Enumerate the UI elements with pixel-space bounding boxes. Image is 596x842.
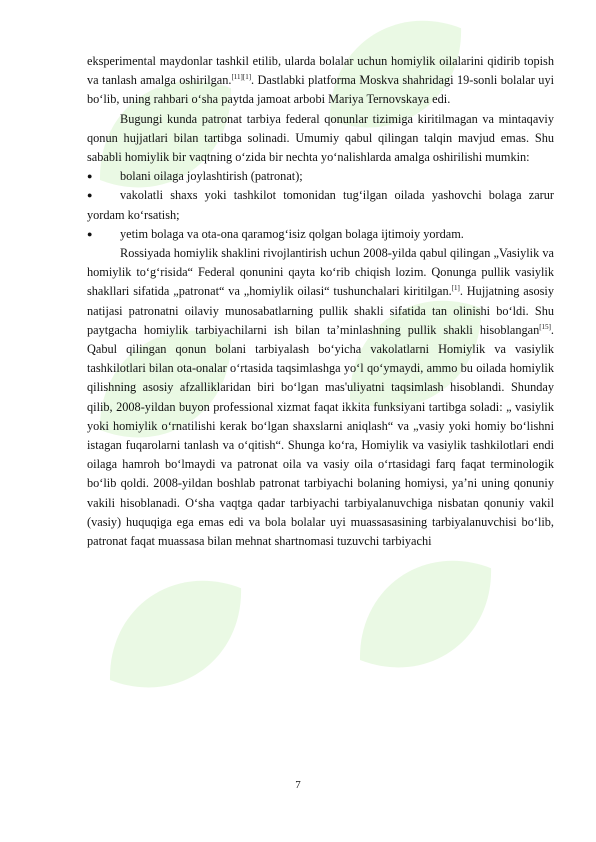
paragraph-1-tail: . Dastlabki platforma Moskva shahridagi 19-sonli bolalar uyi bo‘lib, uning rahbari o‘sha paytda jamoat arbobi Mariya Ternovskaya edi. [87, 73, 555, 107]
bullet-icon: ● [87, 171, 93, 182]
bullet-item [87, 186, 554, 224]
paragraph-2: Bugungi kunda patronat tarbiya federal qonunlar tizimiga kiritilmagan va mintaqaviy qonun hujjatlari bilan tartibga solinadi. Umumiy qabul qilingan talqin mavjud emas. Shu sababli homiylik bir vaqtning o‘zida bir nechta yo‘nalishlarda amalga oshirilishi mumkin: [87, 111, 554, 165]
citation: [15] [539, 322, 551, 331]
page-body [87, 52, 554, 551]
bullet-item [87, 225, 554, 244]
paragraph-3-text-a: Rossiyada homiylik shaklini rivojlantirish uchun 2008-yilda qabul qilingan „Vasiylik va homiylik to‘g‘risida“ Federal qonunini qayta ko‘rib chiqish lozim. Qonunga pullik vasiylik shakllari sifatida „patronat“ va „homiylik oilasi“ tushunchalari kiritilgan. [87, 246, 554, 299]
bullet-text: vakolatli shaxs yoki tashkilot tomonidan tug‘ilgan oilada yashovchi bolaga zarur yordam ko‘rsatish; [87, 188, 554, 222]
bullet-item [87, 167, 554, 186]
bullet-icon: ● [87, 190, 93, 201]
citation: [1] [451, 284, 460, 293]
page-number: 7 [295, 779, 301, 791]
paragraph-3-text-c: . Qabul qilingan qonun bolani tarbiyalash bo‘yicha vakolatlarni Homiylik va vasiylik tashkilotlari bilan ota-onalar o‘rtasida taqsimlashga yo‘l qo‘ymaydi, ammo bu oilada homiylik qilishning asosiy afzalliklaridan biri bo‘lgan mas'uliyatni taqsimlash hisoblandi. Shunday qilib, 2008-yildan buyon professional xizmat faqat ikkita funksiyani tartibga soladi: „ vasiylik yoki homiylik o‘rnatilishi kerak bo‘lgan shaxslarni aniqlash“ va „vasiy yoki homiy bo‘lishni istagan fuqarolarni tanlash va o‘qitish“. Shunga ko‘ra, Homiylik va vasiylik tashkilotlari endi oilaga hamroh bo‘lmaydi va patronat oila va vasiy oila o‘rtasidagi farq faqat terminologik bo‘lib qoldi. 2008-yildan boshlab patronat tarbiyachi bolaning homiysi, ya’ni uning qonuniy vakili hisoblanadi. O‘sha vaqtga qadar tarbiyachi tarbiyalanuvchiga nisbatan qonuniy vakil (vasiy) huquqiga ega emas edi va bola bolalar uyi muassasasining tarbiyalanuvchisi bo‘lib, patronat faqat muassasa bilan mehnat shartnomasi tuzuvchi tarbiyachi [87, 322, 554, 549]
bullet-text: bolani oilaga joylashtirish (patronat); [120, 169, 303, 184]
paragraph-1-text: eksperimental maydonlar tashkil etilib, ularda bolalar uchun homiylik oilalarini qidirib topish va tanlash amalga oshirilgan. [87, 54, 554, 88]
citation: [11][1] [231, 73, 252, 82]
bullet-icon: ● [87, 228, 93, 239]
paragraph-3-text-b: . Hujjatning asosiy natijasi patronatni oilaviy munosabatlarning pullik shakli sifatida tan olinishi bo‘ldi. Shu paytgacha homiylik tarbiyachilarni ish bilan ta’minlashning pullik shakli hisoblangan [87, 284, 554, 337]
bullet-text: yetim bolaga va ota-ona qaramog‘isiz qolgan bolaga ijtimoiy yordam. [120, 226, 464, 241]
paragraph-1 [87, 52, 554, 110]
paragraph-3 [87, 244, 554, 551]
